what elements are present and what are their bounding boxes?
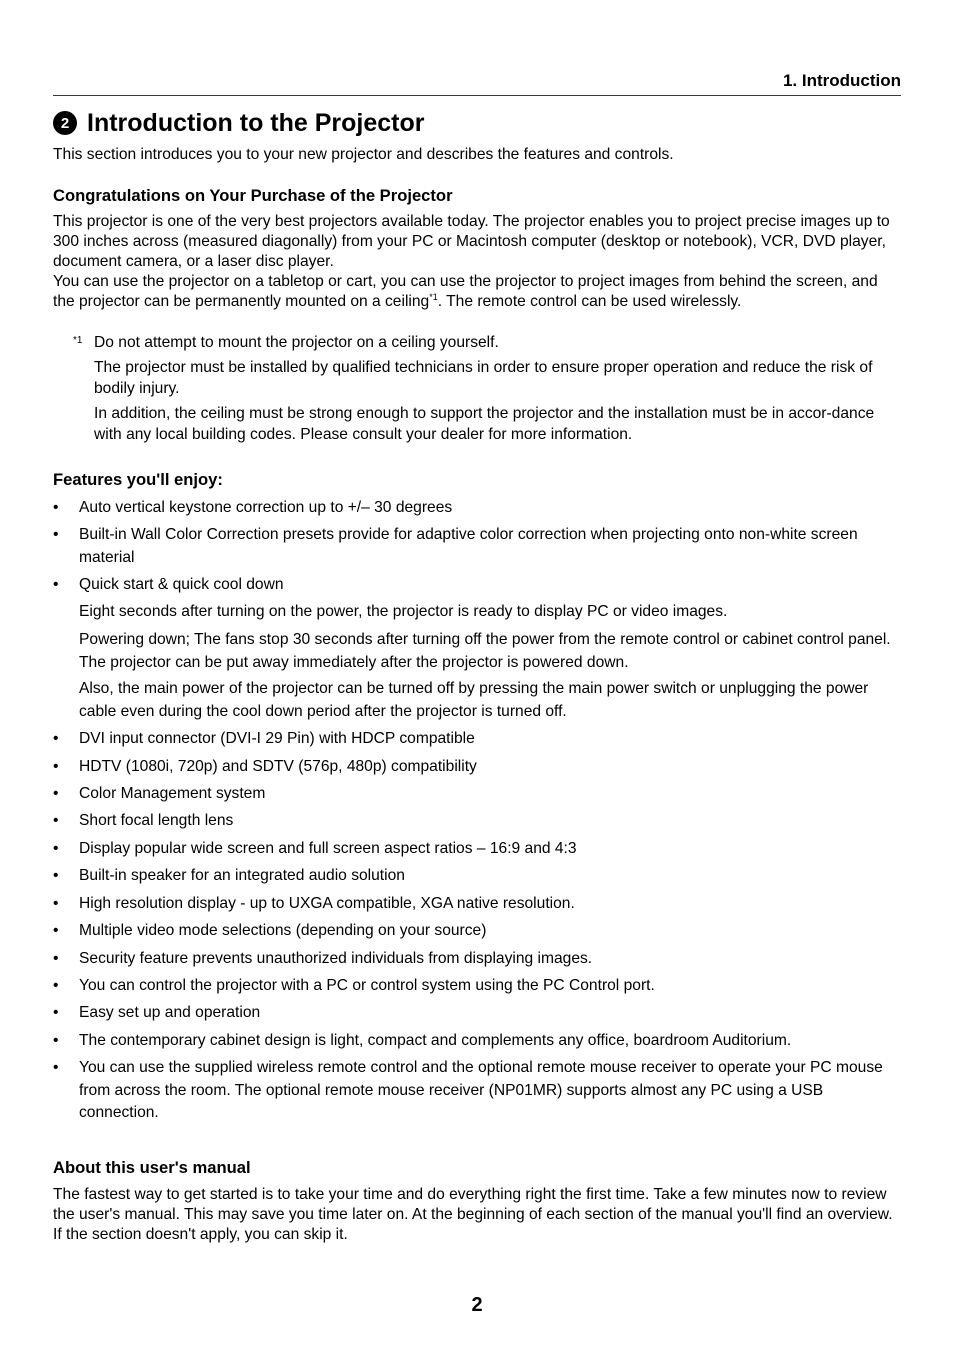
footnote-marker: *1: [73, 335, 83, 346]
congrats-p2-end: . The remote control can be used wirelessly.: [437, 293, 742, 310]
feature-list-item: [53, 1057, 901, 1125]
bullet-marker: •: [53, 895, 59, 912]
bullet-marker: •: [53, 1004, 59, 1021]
feature-text: Easy set up and operation: [79, 1004, 261, 1021]
bullet-marker: •: [53, 977, 59, 994]
feature-list-item: [53, 783, 901, 806]
feature-list-item: [53, 524, 901, 569]
congrats-heading: Congratulations on Your Purchase of the Projector: [53, 186, 453, 205]
feature-text: Built-in Wall Color Correction presets provide for adaptive color correction when projecting onto non-white screen material: [79, 526, 858, 566]
section-title-row: [53, 106, 425, 140]
feature-list-item: [53, 810, 901, 833]
footnote-line-1: Do not attempt to mount the projector on a ceiling yourself.: [94, 334, 499, 351]
bullet-marker: •: [53, 812, 59, 829]
manual-heading: About this user's manual: [53, 1158, 251, 1177]
feature-list-item: [53, 756, 901, 779]
bullet-marker: •: [53, 526, 59, 543]
bullet-marker: •: [53, 867, 59, 884]
feature-text: Color Management system: [79, 785, 266, 802]
feature-text: Display popular wide screen and full screen aspect ratios – 16:9 and 4:3: [79, 840, 577, 857]
running-header: [53, 70, 901, 96]
bullet-marker: •: [53, 1059, 59, 1076]
congrats-paragraph-1: This projector is one of the very best projectors available today. The projector enables you to project precise images up to 300 inches across (measured diagonally) from your PC or Macintosh computer (desktop or notebook), VCR, DVD player, document camera, or a laser disc player.: [53, 213, 890, 270]
bullet-marker: •: [53, 730, 59, 747]
bullet-marker: •: [53, 785, 59, 802]
feature-list-item: [53, 865, 901, 888]
feature-list-item: [53, 574, 901, 597]
page-title: Introduction to the Projector: [87, 109, 425, 137]
bullet-marker: •: [53, 1032, 59, 1049]
feature-list-item: [53, 728, 901, 751]
congrats-paragraph-2: [53, 272, 901, 312]
footnote-line-2: The projector must be installed by qualified technicians in order to ensure proper operation and reduce the risk of bodily injury.: [94, 359, 873, 397]
congrats-p2-start: You can use the projector on a tabletop or cart, you can use the projector to project images from behind the screen, and the projector can be permanently mounted on a ceiling: [53, 273, 878, 310]
feature-text: The contemporary cabinet design is light, compact and complements any office, boardroom Auditorium.: [79, 1032, 792, 1049]
feature-text: Security feature prevents unauthorized individuals from displaying images.: [79, 950, 593, 967]
section-number-badge: 2: [53, 111, 77, 135]
feature-list-item: [53, 1002, 901, 1025]
feature-list-item: [53, 1030, 901, 1053]
feature-list-item: [53, 948, 901, 971]
feature-text: You can control the projector with a PC or control system using the PC Control port.: [79, 977, 655, 994]
feature-text: DVI input connector (DVI-I 29 Pin) with HDCP compatible: [79, 730, 475, 747]
bullet-marker: •: [53, 758, 59, 775]
feature-list-item: [53, 975, 901, 998]
bullet-marker: •: [53, 922, 59, 939]
features-heading: Features you'll enjoy:: [53, 470, 223, 489]
feature-text: Auto vertical keystone correction up to +/– 30 degrees: [79, 499, 453, 516]
feature-text: Short focal length lens: [79, 812, 234, 829]
manual-paragraph: The fastest way to get started is to take your time and do everything right the first time. Take a few minutes now to review the user's manual. This may save you time later on. At the beginning of each section of the manual you'll find an overview. If the section doesn't apply, you can skip it.: [53, 1186, 893, 1243]
intro-paragraph: This section introduces you to your new projector and describes the features and controls.: [53, 146, 674, 163]
bullet-marker: •: [53, 576, 59, 593]
page-number: 2: [471, 1294, 483, 1316]
feature-text: HDTV (1080i, 720p) and SDTV (576p, 480p) compatibility: [79, 758, 477, 775]
quickstart-detail: Powering down; The fans stop 30 seconds after turning off the power from the remote control or cabinet control panel. The projector can be put away immediately after the projector is powered down.: [79, 631, 891, 671]
chapter-title: 1. Introduction: [782, 71, 901, 90]
feature-text: High resolution display - up to UXGA compatible, XGA native resolution.: [79, 895, 575, 912]
feature-text: You can use the supplied wireless remote control and the optional remote mouse receiver to operate your PC mouse from across the room. The optional remote mouse receiver (NP01MR) supports almost any PC using a USB connection.: [79, 1059, 883, 1121]
feature-text: Multiple video mode selections (depending on your source): [79, 922, 487, 939]
feature-list-item: [53, 893, 901, 916]
feature-list-item: [53, 920, 901, 943]
feature-list-item: [53, 838, 901, 861]
feature-text: Built-in speaker for an integrated audio solution: [79, 867, 405, 884]
bullet-marker: •: [53, 840, 59, 857]
feature-text: Quick start & quick cool down: [79, 576, 284, 593]
quickstart-detail: Eight seconds after turning on the power, the projector is ready to display PC or video images.: [79, 603, 728, 620]
bullet-marker: •: [53, 950, 59, 967]
footnote-ref: *1: [429, 291, 438, 302]
bullet-marker: •: [53, 499, 59, 516]
quickstart-detail: Also, the main power of the projector can be turned off by pressing the main power switch or unplugging the power cable even during the cool down period after the projector is turned off.: [79, 680, 869, 720]
feature-list-item: [53, 497, 901, 520]
footnote-line-3: In addition, the ceiling must be strong enough to support the projector and the installation must be in accor-dance with any local building codes. Please consult your dealer for more information.: [94, 405, 875, 443]
